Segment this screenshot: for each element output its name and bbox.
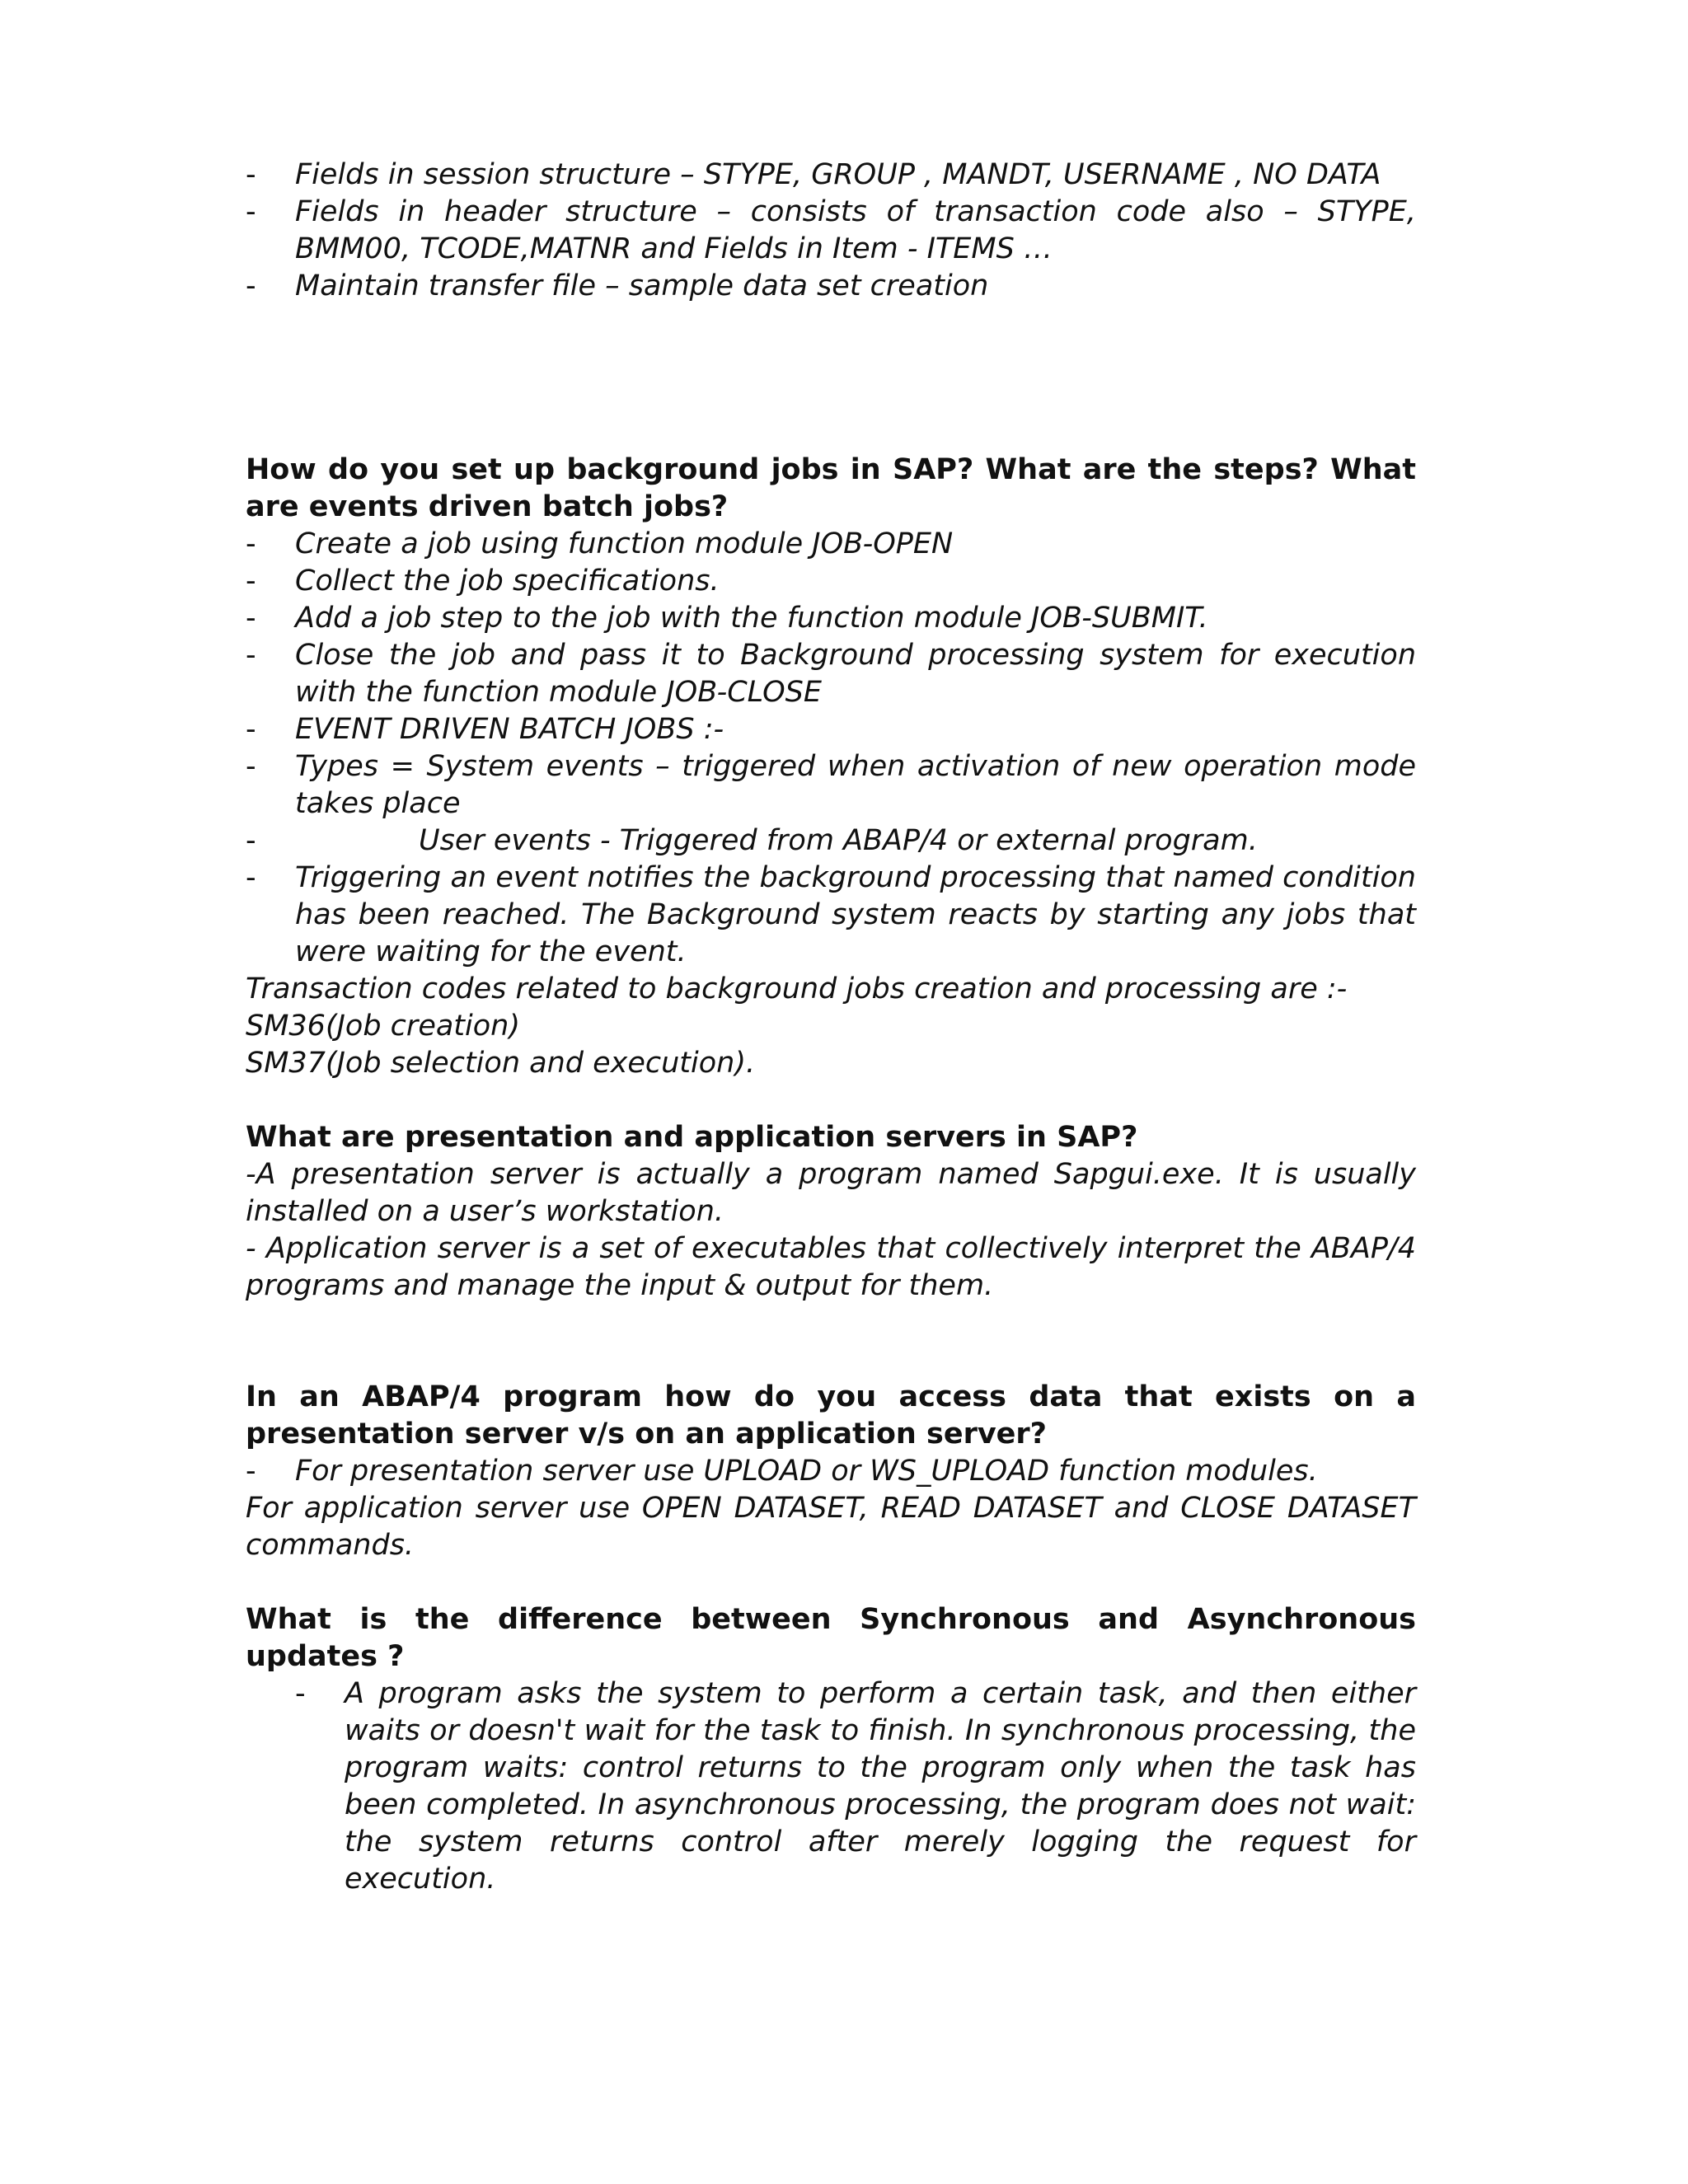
question-updates: What is the difference between Synchronous and Asynchronous updates ? [246, 1603, 1416, 1673]
list-item: - A program asks the system to perform a certain task, and then either waits or doesn't wait for the task to finish. In synchronous processing, the program waits: control returns to the program only when the task has been completed. In asynchronous processing, the program does not wait: the system returns control after merely logging the request for execution. [246, 1675, 1416, 1898]
background-jobs-list [246, 526, 1416, 971]
tcodes-intro: Transaction codes related to background jobs creation and processing are :- [246, 972, 1348, 1005]
list-item: - Fields in session structure – STYPE, GROUP , MANDT, USERNAME , NO DATA [246, 157, 1416, 194]
updates-list [246, 1675, 1416, 1898]
tcode-sm36: SM36(Job creation) [246, 1010, 520, 1043]
tcode-sm37: SM37(Job selection and execution). [246, 1047, 756, 1080]
question-data-access: In an ABAP/4 program how do you access data that exists on a presentation server v/s on an application server? [246, 1380, 1416, 1451]
list-item: - EVENT DRIVEN BATCH JOBS :- [246, 711, 1416, 748]
list-item: - Triggering an event notifies the background processing that named condition has been reached. The Background system reacts by starting any jobs that were waiting for the event. [246, 860, 1416, 971]
list-item: - For presentation server use UPLOAD or WS_UPLOAD function modules. [246, 1453, 1416, 1490]
list-item-text: User events - Triggered from ABAP/4 or external program. [419, 824, 1258, 857]
list-item: - Collect the job specifications. [246, 563, 1416, 600]
spacer [246, 305, 1416, 452]
list-item: - Close the job and pass it to Background processing system for execution with the function module JOB-CLOSE [246, 637, 1416, 711]
list-item: - Maintain transfer file – sample data set creation [246, 268, 1416, 305]
data-access-list [246, 1453, 1416, 1490]
application-server-commands: For application server use OPEN DATASET, READ DATASET and CLOSE DATASET commands. [246, 1492, 1416, 1562]
spacer [246, 1305, 1416, 1379]
presentation-server-para: -A presentation server is actually a program named Sapgui.exe. It is usually installed on a user’s workstation. [246, 1158, 1416, 1228]
list-item: - Fields in header structure – consists of transaction code also – STYPE, BMM00, TCODE,MATNR and Fields in Item - ITEMS … [246, 194, 1416, 268]
list-item: - Add a job step to the job with the function module JOB-SUBMIT. [246, 600, 1416, 637]
document-page [246, 157, 1416, 1898]
spacer [246, 1564, 1416, 1601]
list-item [246, 823, 1416, 860]
application-server-para: - Application server is a set of executables that collectively interpret the ABAP/4 programs and manage the input & output for them. [246, 1232, 1416, 1302]
spacer [246, 1082, 1416, 1119]
question-background-jobs: How do you set up background jobs in SAP? What are the steps? What are events driven batch jobs? [246, 453, 1416, 523]
list-item: - Create a job using function module JOB-OPEN [246, 526, 1416, 563]
question-servers: What are presentation and application servers in SAP? [246, 1121, 1138, 1154]
intro-list [246, 157, 1416, 305]
list-item: - Types = System events – triggered when activation of new operation mode takes place [246, 748, 1416, 823]
